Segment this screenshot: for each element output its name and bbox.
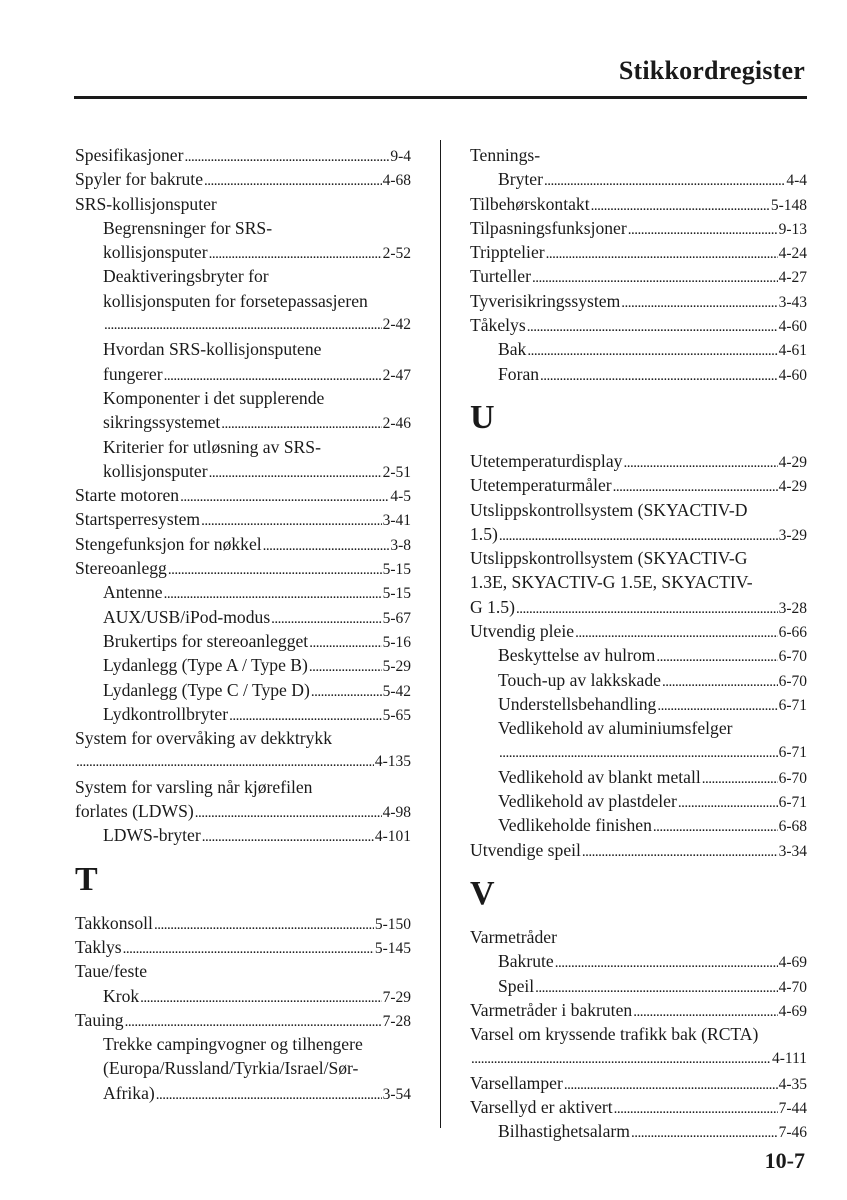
page-reference: 4-98 [382,804,411,822]
page-reference: 5-65 [382,706,411,724]
section-letter: U [470,398,495,436]
page-reference: 4-135 [374,753,411,771]
index-subentry [470,789,807,813]
dot-leader [633,1000,777,1022]
entry-text: Tripptelier [470,242,545,263]
page-reference: 3-34 [778,842,807,860]
dot-leader [164,364,382,386]
entry-text: Utetemperaturmåler [470,475,612,496]
page-reference: 6-70 [778,648,807,666]
dot-leader [546,242,778,264]
entry-text: Spyler for bakrute [75,169,204,190]
dot-leader [555,951,778,973]
entry-text: Startsperresystem [75,509,201,530]
entry-text: Varsellyd er aktivert [470,1097,613,1118]
page-reference: 7-44 [778,1100,807,1118]
index-subentry [75,702,411,726]
entry-text: Understellsbehandling [498,693,657,714]
index-entry [470,838,807,862]
dot-leader [229,704,381,726]
entry-text: Antenne [103,582,163,603]
index-entry [75,750,411,774]
page-reference: 5-67 [382,609,411,627]
entry-text: Takkonsoll [75,912,153,933]
entry-text: Taklys [75,936,122,957]
entry-text: G 1.5) [470,596,515,617]
page-reference: 6-71 [778,743,807,761]
entry-text: SRS-kollisjonsputer [75,193,217,214]
index-entry [75,507,411,531]
index-subentry [470,974,807,998]
dot-leader [564,1073,778,1095]
dot-leader [623,451,777,473]
dot-leader [621,291,777,313]
page-reference: 4-61 [778,342,807,360]
index-subentry [75,362,411,386]
page-reference: 4-101 [374,828,411,846]
entry-text: sikringssystemet [103,412,221,433]
dot-leader [614,1097,778,1119]
dot-leader [575,621,778,643]
index-entry [470,473,807,497]
page-reference: 4-70 [778,978,807,996]
page-reference: 7-29 [382,988,411,1006]
page-reference: 3-41 [382,512,411,530]
page-reference: 3-8 [390,536,411,554]
page-reference: 3-29 [778,526,807,544]
dot-leader [656,645,777,667]
index-entry [470,240,807,264]
page-reference: 6-71 [778,794,807,812]
dot-leader [540,364,778,386]
page-reference: 2-46 [382,415,411,433]
page-reference: 3-54 [382,1085,411,1103]
page-reference: 5-148 [770,196,807,214]
dot-leader [527,315,778,337]
index-column-right [470,143,807,1144]
index-subentry [470,765,807,789]
page-reference: 5-145 [374,939,411,957]
index-entry [75,775,411,799]
entry-text: Speil [498,975,535,996]
index-subentry [75,240,411,264]
entry-text: fungerer [103,363,163,384]
page-reference: 6-71 [778,696,807,714]
entry-text: Beskyttelse av hulrom [498,645,656,666]
index-column-left [75,143,411,1105]
page-reference: 4-5 [390,488,411,506]
entry-text: Lydkontrollbryter [103,703,229,724]
dot-leader [662,670,778,692]
entry-text: Tyverisikringssystem [470,290,621,311]
index-subentry [470,813,807,837]
index-entry [470,546,807,570]
page-reference: 4-111 [771,1049,807,1067]
header-rule [74,96,807,99]
entry-text: Lydanlegg (Type A / Type B) [103,655,308,676]
index-subentry [75,264,411,288]
dot-leader [154,913,374,935]
dot-leader [535,976,777,998]
page-reference: 5-15 [382,561,411,579]
page-reference: 4-68 [382,172,411,190]
entry-text: Varmetråder [470,927,557,948]
index-entry [75,799,411,823]
index-entry [470,1095,807,1119]
index-subentry [75,580,411,604]
page-reference: 2-52 [382,245,411,263]
dot-leader [104,313,382,337]
dot-leader [516,597,778,619]
entry-text: Bak [498,339,527,360]
entry-text: Komponenter i det supplerende [103,387,325,408]
dot-leader [702,767,778,789]
index-subentry [75,289,411,313]
entry-text: AUX/USB/iPod-modus [103,606,271,627]
index-subentry [75,337,411,361]
index-subentry [470,362,807,386]
dot-leader [582,840,778,862]
column-divider [440,140,441,1128]
entry-text: Spesifikasjoner [75,145,184,165]
entry-text: Vedlikehold av aluminiumsfelger [498,718,733,739]
index-entry [470,264,807,288]
index-subentry [75,1081,411,1105]
dot-leader [125,1010,382,1032]
dot-leader [527,339,777,361]
entry-text: Tåkelys [470,315,526,336]
page-reference: 5-42 [382,682,411,700]
index-entry [75,167,411,191]
dot-leader [209,242,382,264]
page-reference: 2-51 [382,463,411,481]
dot-leader [613,475,778,497]
index-entry [75,935,411,959]
page-reference: 7-28 [382,1012,411,1030]
dot-leader [164,582,382,604]
index-entry [470,998,807,1022]
dot-leader [631,1121,778,1143]
page-reference: 4-35 [778,1075,807,1093]
entry-text: Begrensninger for SRS- [103,217,273,238]
page-reference: 4-60 [778,318,807,336]
entry-text: Utetemperaturdisplay [470,450,623,471]
page-reference: 6-70 [778,672,807,690]
entry-text: Foran [498,363,540,384]
dot-leader [499,524,778,546]
index-entry [470,313,807,337]
dot-leader [168,558,382,580]
entry-text: Taue/feste [75,961,148,982]
index-subentry [75,605,411,629]
entry-text: Bryter [498,169,543,190]
page-title: Stikkordregister [618,56,805,85]
entry-text: Deaktiveringsbryter for [103,266,269,287]
entry-text: Bilhastighetsalarm [498,1121,630,1142]
entry-text: Kriterier for utløsning av SRS- [103,436,321,457]
page-reference: 6-68 [778,818,807,836]
dot-leader [76,750,374,774]
page-reference: 2-47 [382,366,411,384]
index-entry [470,925,807,949]
entry-text: Tilpasningsfunksjoner [470,217,627,238]
index-entry [470,1047,807,1071]
entry-text: Tauing [75,1009,124,1030]
index-entry [470,1022,807,1046]
entry-text: Vedlikeholde finishen [498,815,652,836]
index-subentry [75,629,411,653]
index-subentry [75,216,411,240]
entry-text: (Europa/Russland/Tyrkia/Israel/Sør- [103,1058,359,1079]
section-letter: T [75,860,98,898]
index-entry [470,595,807,619]
index-entry [470,1071,807,1095]
index-subentry [470,741,807,765]
dot-leader [140,986,381,1008]
index-subentry [75,386,411,410]
dot-leader [180,485,389,507]
dot-leader [184,145,389,167]
index-subentry [470,167,807,191]
page-reference: 3-43 [778,293,807,311]
page-reference: 7-46 [778,1124,807,1142]
dot-leader [202,825,374,847]
entry-text: Tennings- [470,145,541,165]
dot-leader [591,194,770,216]
entry-text: 1.3E, SKYACTIV-G 1.5E, SKYACTIV- [470,572,753,593]
entry-text: Stengefunksjon for nøkkel [75,533,262,554]
dot-leader [532,266,778,288]
dot-leader [544,169,785,191]
entry-text: kollisjonsputen for forsetepassasjeren [103,290,368,311]
dot-leader [263,534,390,556]
index-entry [75,1008,411,1032]
index-entry [75,192,411,216]
index-entry [470,192,807,216]
index-entry [75,959,411,983]
dot-leader [221,412,381,434]
index-entry [470,143,807,167]
entry-text: Touch-up av lakkskade [498,669,661,690]
page-reference: 5-150 [374,915,411,933]
page-number: 10-7 [764,1148,805,1173]
entry-text: Starte motoren [75,485,180,506]
dot-leader [499,741,778,765]
dot-leader [204,169,382,191]
index-entry [75,532,411,556]
dot-leader [271,607,381,629]
entry-text: Turteller [470,266,531,287]
entry-text: Utslippskontrollsystem (SKYACTIV-G [470,548,748,569]
index-subentry [470,337,807,361]
entry-text: forlates (LDWS) [75,801,194,822]
dot-leader [678,791,778,813]
index-subentry [470,949,807,973]
index-subentry [75,678,411,702]
dot-leader [309,655,382,677]
index-subentry [75,1056,411,1080]
dot-leader [201,509,381,531]
index-entry [470,619,807,643]
entry-text: Bakrute [498,951,554,972]
index-entry [75,483,411,507]
entry-text: Utvendige speil [470,839,581,860]
page-reference: 4-69 [778,954,807,972]
entry-text: Tilbehørskontakt [470,193,590,214]
entry-text: Afrika) [103,1082,155,1103]
dot-leader [123,937,374,959]
entry-text: Stereoanlegg [75,558,167,579]
dot-leader [657,694,777,716]
index-subentry [470,692,807,716]
entry-text: kollisjonsputer [103,242,208,263]
dot-leader [209,461,382,483]
section-letter: V [470,875,495,913]
index-entry [75,143,411,167]
page-reference: 6-70 [778,769,807,787]
page-reference: 4-24 [778,245,807,263]
page-reference: 9-4 [390,148,411,165]
page-reference: 5-29 [382,658,411,676]
entry-text: kollisjonsputer [103,460,208,481]
dot-leader [156,1083,382,1105]
entry-text: Hvordan SRS-kollisjonsputene [103,339,322,360]
index-entry [470,289,807,313]
page-reference: 4-29 [778,453,807,471]
index-entry [75,911,411,935]
index-subentry [75,435,411,459]
page-reference: 4-60 [778,366,807,384]
index-entry [75,556,411,580]
index-entry [75,726,411,750]
entry-text: Trekke campingvogner og tilhengere [103,1034,363,1055]
index-subentry [75,823,411,847]
dot-leader [653,815,778,837]
index-subentry [75,459,411,483]
index-subentry [470,668,807,692]
entry-text: System for varsling når kjørefilen [75,776,313,797]
index-entry [470,449,807,473]
entry-text: System for overvåking av dekktrykk [75,728,333,749]
entry-text: Brukertips for stereoanlegget [103,630,309,651]
page-reference: 9-13 [778,220,807,238]
entry-text: Varsellamper [470,1072,563,1093]
index-subentry [470,716,807,740]
index-subentry [75,984,411,1008]
index-subentry [75,410,411,434]
page-reference: 4-69 [778,1002,807,1020]
dot-leader [195,801,382,823]
page-reference: 4-4 [786,172,807,190]
page-reference: 4-27 [778,269,807,287]
page-reference: 3-28 [778,599,807,617]
index-entry [470,498,807,522]
dot-leader [628,218,778,240]
index-subentry [75,313,411,337]
index-subentry [75,653,411,677]
index-entry [470,570,807,594]
entry-text: Varsel om kryssende trafikk bak (RCTA) [470,1024,759,1045]
index-subentry [470,1119,807,1143]
entry-text: Vedlikehold av plastdeler [498,791,677,812]
page-reference: 2-42 [382,316,411,334]
page-reference: 5-15 [382,585,411,603]
entry-text: 1.5) [470,523,498,544]
page-reference: 4-29 [778,478,807,496]
dot-leader [471,1047,771,1071]
entry-text: Vedlikehold av blankt metall [498,766,701,787]
entry-text: Krok [103,985,140,1006]
index-entry [470,216,807,240]
entry-text: Varmetråder i bakruten [470,999,633,1020]
index-subentry [470,643,807,667]
page-reference: 5-16 [382,633,411,651]
entry-text: Utslippskontrollsystem (SKYACTIV-D [470,499,748,520]
index-subentry [75,1032,411,1056]
dot-leader [309,631,381,653]
entry-text: Lydanlegg (Type C / Type D) [103,679,310,700]
entry-text: Utvendig pleie [470,621,575,642]
page-reference: 6-66 [778,624,807,642]
dot-leader [311,680,382,702]
entry-text: LDWS-bryter [103,825,201,846]
index-entry [470,522,807,546]
